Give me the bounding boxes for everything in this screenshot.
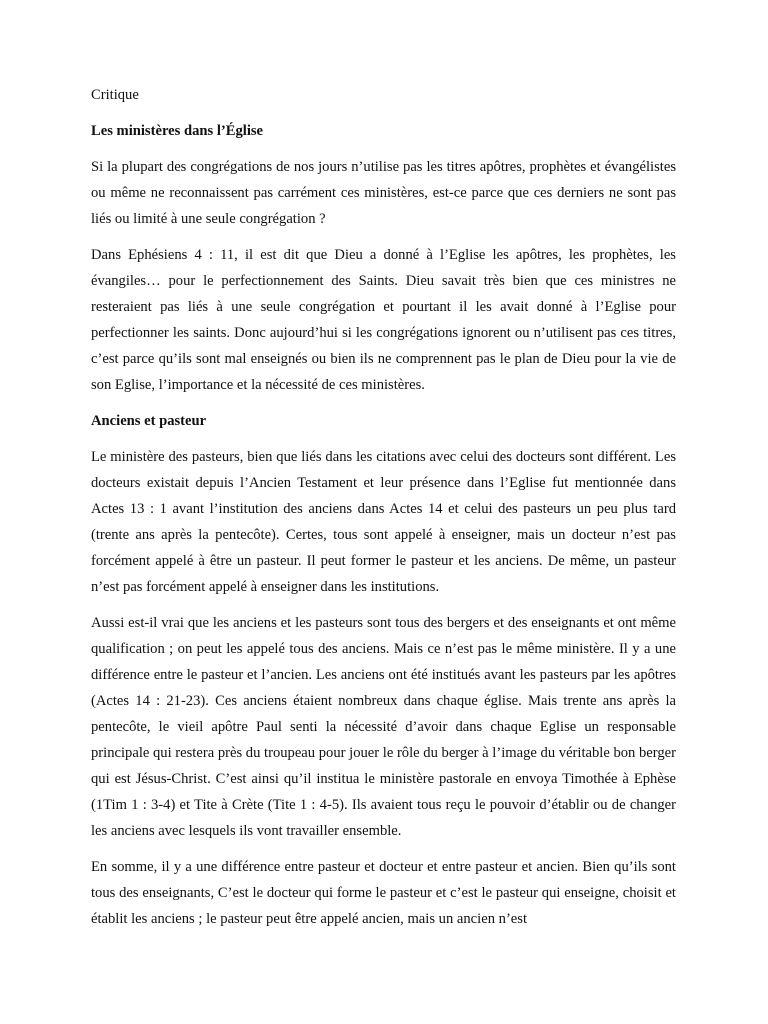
section-paragraph-2: Aussi est-il vrai que les anciens et les pasteurs sont tous des bergers et des enseignants et ont même qualification ; on peut les appelé tous des anciens. Mais ce n’est pas le même ministère. Il y a une différence entre le pasteur et l’ancien. Les anciens ont été institués avant les pasteurs par les apôtres (Actes 14 : 21-23). Ces anciens étaient nombreux dans chaque église. Mais trente ans après la pentecôte, le vieil apôtre Paul senti la nécessité d’avoir dans chaque Eglise un responsable principale qui restera près du troupeau pour jouer le rôle du berger à l’image du véritable bon berger qui est Jésus-Christ. C’est ainsi qu’il institua le ministère pastorale en envoya Timothée à Ephèse (1Tim 1 : 3-4) et Tite à Crète (Tite 1 : 4-5). Ils avaient tous reçu le pouvoir d’établir ou de changer les anciens avec lesquels ils vont travailler ensemble.	[91, 615, 677, 839]
intro-paragraph-2: Dans Ephésiens 4 : 11, il est dit que Dieu a donné à l’Eglise les apôtres, les prophètes, les évangiles… pour le perfectionnement des Saints. Dieu savait très bien que ces ministres ne resteraient pas liés à une seule congrégation et pourtant il les avait donné à l’Eglise pour perfectionner les saints. Donc aujourd’hui si les congrégations ignorent ou n’utilisent pas ces titres, c’est parce qu’ils sont mal enseignés ou bien ils ne comprennent pas le plan de Dieu pour la vie de son Eglise, l’importance et la nécessité de ces ministères.	[91, 247, 676, 393]
document-title: Les ministères dans l’Église	[91, 123, 264, 139]
document-label: Critique	[91, 87, 139, 103]
section-paragraph-1: Le ministère des pasteurs, bien que liés dans les citations avec celui des docteurs sont différent. Les docteurs existait depuis l’Ancien Testament et leur présence dans l’Eglise fut mentionnée dans Actes 13 : 1 avant l’institution des anciens dans Actes 14 et celui des pasteurs un peu plus tard (trente ans après la pentecôte). Certes, tous sont appelé à enseigner, mais un docteur n’est pas forcément appelé à être un pasteur. Il peut former le pasteur et les anciens. De même, un pasteur n’est pas forcément appelé à enseigner dans les institutions.	[91, 449, 676, 595]
section-paragraph-3: En somme, il y a une différence entre pasteur et docteur et entre pasteur et ancien. Bien qu’ils sont tous des enseignants, C’est le docteur qui forme le pasteur et c’est le pasteur qui enseigne, choisit et établit les anciens ; le pasteur peut être appelé ancien, mais un ancien n’est	[91, 859, 676, 927]
document-body	[91, 82, 676, 942]
intro-paragraph-1: Si la plupart des congrégations de nos jours n’utilise pas les titres apôtres, prophètes et évangélistes ou même ne reconnaissent pas carrément ces ministères, est-ce parce que ces derniers ne sont pas liés ou limité à une seule congrégation ?	[91, 159, 676, 227]
section-heading: Anciens et pasteur	[91, 413, 207, 429]
